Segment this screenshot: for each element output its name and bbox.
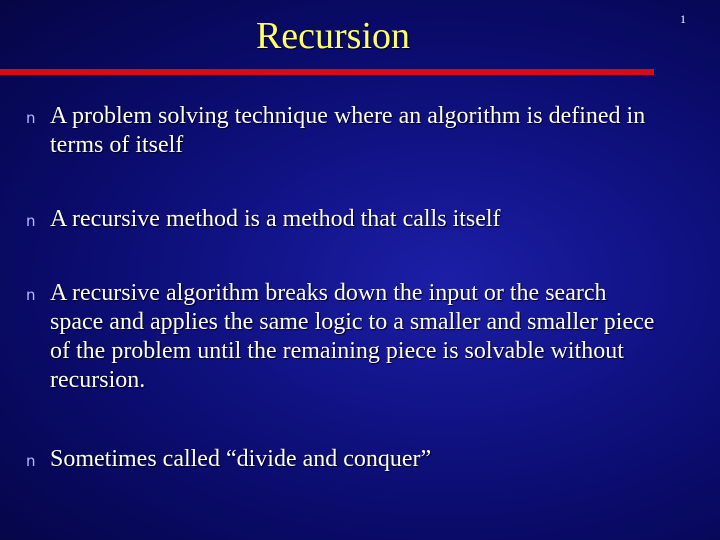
slide-title: Recursion: [255, 15, 411, 57]
bullet-marker: n: [26, 286, 36, 304]
title-divider: [0, 69, 654, 75]
bullet-marker: n: [26, 109, 36, 127]
bullet-item: A recursive algorithm breaks down the input or the search space and applies the same logic to a smaller and smaller piece of the problem until the remaining piece is solvable without recursion.: [50, 280, 655, 393]
bullet-item: A recursive method is a method that calls itself: [50, 206, 501, 232]
bullet-marker: n: [26, 452, 36, 470]
page-number: 1: [680, 12, 686, 26]
bullet-item: A problem solving technique where an algorithm is defined in terms of itself: [50, 103, 646, 158]
bullet-item: Sometimes called “divide and conquer”: [50, 446, 432, 472]
bullet-marker: n: [26, 212, 36, 230]
